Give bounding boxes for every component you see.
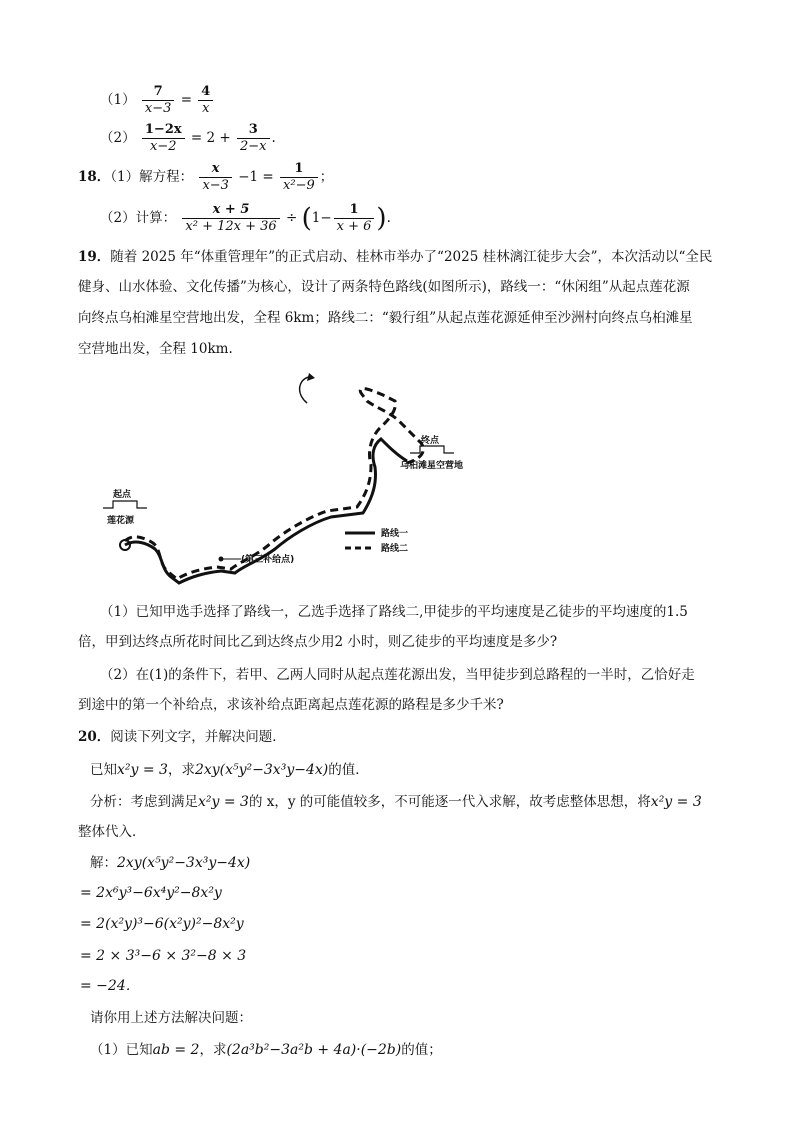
legend-route-one-label: 路线一 [381, 529, 409, 539]
fraction-numerator: 7 [142, 84, 175, 101]
text-line: 阅读下列文字，并解决问题． [110, 729, 286, 745]
fraction-denominator: x−3 [202, 178, 229, 193]
arrowhead-icon [307, 373, 315, 381]
math-expression: x²y = 3 [117, 762, 168, 778]
right-paren: ) [376, 203, 387, 234]
q20-solution-line3: = 2 × 3³−6 × 3²−8 × 3 [80, 948, 247, 964]
q17-part2 [100, 122, 276, 155]
period: . [271, 130, 276, 146]
solution-label: 解： [90, 855, 117, 871]
fraction-denominator: x−3 [144, 101, 172, 116]
math-expression: 2xy(x⁵y²−3x³y−4x) [194, 762, 329, 778]
fraction-numerator: 1−2x [142, 122, 185, 139]
q19-intro-line4: 空营地出发，全程 10km. [78, 341, 233, 357]
left-paren: ( [301, 203, 312, 234]
q19-intro-line3: 向终点乌桕滩星空营地出发，全程 6km；路线二：“毅行组”从起点莲花源延伸至沙洲村向终点乌桕滩星 [78, 310, 693, 326]
start-title: 起点 [113, 490, 132, 500]
fraction-numerator: 3 [237, 122, 270, 139]
text-line: 随着 2025 年“体重管理年”的正式启动、桂林市举办了“2025 桂林漓江徒步大会”，本次活动以“全民 [110, 249, 713, 265]
q17-part2-lhs-fraction [142, 122, 185, 155]
q17-part1-label: （1） [100, 92, 136, 108]
q20-prompt: 请你用上述方法解决问题： [90, 1010, 252, 1026]
q18-part2-first-fraction [182, 202, 279, 235]
fraction-denominator: x−2 [150, 139, 177, 154]
end-title: 终点 [421, 436, 440, 446]
end-flag-icon [410, 446, 454, 453]
q19-sub2-line2: 到途中的第一个补给点，求该补给点距离起点莲花源的路程是多少千米? [78, 697, 504, 713]
q20-solution-line2: = 2(x²y)³−6(x²y)²−8x²y [80, 916, 244, 932]
q18-part1-label: （1）解方程： [110, 169, 194, 185]
supply-point-label: (第三补给点) [241, 555, 295, 565]
q19-intro-line1 [78, 247, 712, 267]
start-flag-icon [103, 501, 147, 508]
q18-part2-second-fraction [334, 202, 375, 235]
question-number: 18． [78, 169, 111, 185]
q20-title [78, 727, 286, 747]
math-expression: x²y = 3 [650, 794, 702, 810]
q17-part1-rhs-fraction [198, 84, 213, 117]
math-expression: x²y = 3 [198, 794, 249, 810]
curl-arrow-icon [300, 377, 309, 403]
q17-part1-lhs-fraction [142, 84, 175, 117]
q19-sub1-line1: （1）已知甲选手选择了路线一，乙选手选择了路线二,甲徒步的平均速度是乙徒步的平均速度的1.5 [100, 604, 688, 620]
q19-sub2-line1: （2）在(1)的条件下，若甲、乙两人同时从起点莲花源出发，当甲徒步到总路程的一半时，乙恰好走 [100, 667, 695, 683]
q20-sub1 [90, 1040, 442, 1060]
start-name: 莲花源 [107, 516, 135, 526]
supply-point-marker [219, 557, 224, 562]
math-expression: (2a³b²−3a²b + 4a)·(−2b) [226, 1042, 402, 1058]
q20-given [90, 760, 369, 780]
legend-route-two-label: 路线二 [381, 544, 409, 554]
q17-part1 [100, 84, 215, 117]
math-expression: 2xy(x⁵y²−3x³y−4x) [117, 855, 251, 871]
period: . [386, 210, 391, 226]
q18-part2 [100, 202, 391, 235]
text: ，求 [167, 762, 195, 778]
end-name: 乌桕滩星空营地 [400, 461, 464, 471]
math-expression: ab = 2 [152, 1042, 200, 1058]
fraction-numerator: 4 [198, 84, 213, 101]
q20-solution-line4: = −24． [80, 978, 140, 994]
fraction-denominator: x²−9 [283, 178, 315, 193]
fraction-denominator: x [202, 101, 210, 116]
text: ，求 [199, 1042, 227, 1058]
q20-analysis-line2: 整体代入． [78, 824, 146, 840]
fraction-numerator: 1 [280, 161, 318, 178]
q20-solution-line0 [90, 853, 250, 873]
q18-part1-rhs-fraction [280, 161, 318, 194]
q18-part1-lhs-fraction [199, 161, 232, 194]
text: 的 x，y 的可能值较多，不可能逐一代入求解，故考虑整体思想，将 [248, 794, 651, 810]
q20-analysis-line1 [90, 792, 702, 812]
route-map-figure [95, 373, 465, 588]
text: 的值； [401, 1042, 442, 1058]
fraction-denominator: x + 6 [336, 219, 372, 234]
q20-solution-line1: = 2x⁶y³−6x⁴y²−8x²y [80, 885, 222, 901]
text: 的值． [328, 762, 369, 778]
q17-part2-rhs-fraction [237, 122, 270, 155]
equals-sign: = 2 + [190, 130, 231, 146]
one-minus: 1− [311, 210, 332, 226]
equation-middle: −1 = [238, 169, 274, 185]
equals-sign: = [180, 92, 192, 108]
text: （1）已知 [90, 1042, 153, 1058]
q18-part1 [78, 161, 333, 194]
question-number: 20． [78, 729, 111, 745]
semicolon: ； [319, 169, 334, 185]
q19-sub1-line2: 倍，甲到达终点所花时间比乙到达终点少用2 小时，则乙徒步的平均速度是多少? [78, 634, 558, 650]
fraction-numerator: x + 5 [182, 202, 279, 219]
fraction-numerator: 1 [334, 202, 375, 219]
fraction-denominator: 2−x [240, 139, 267, 154]
division-sign: ÷ [285, 210, 298, 226]
q18-part2-label: （2）计算： [100, 210, 177, 226]
q17-part2-label: （2） [100, 130, 136, 146]
q19-intro-line2: 健身、山水体验、文化传播”为核心，设计了两条特色路线(如图所示)，路线一：“休闲组”从起点莲花源 [78, 279, 690, 295]
text: 已知 [90, 762, 117, 778]
fraction-denominator: x² + 12x + 36 [185, 219, 277, 234]
text: 分析：考虑到满足 [90, 794, 198, 810]
fraction-numerator: x [199, 161, 232, 178]
question-number: 19． [78, 249, 111, 265]
